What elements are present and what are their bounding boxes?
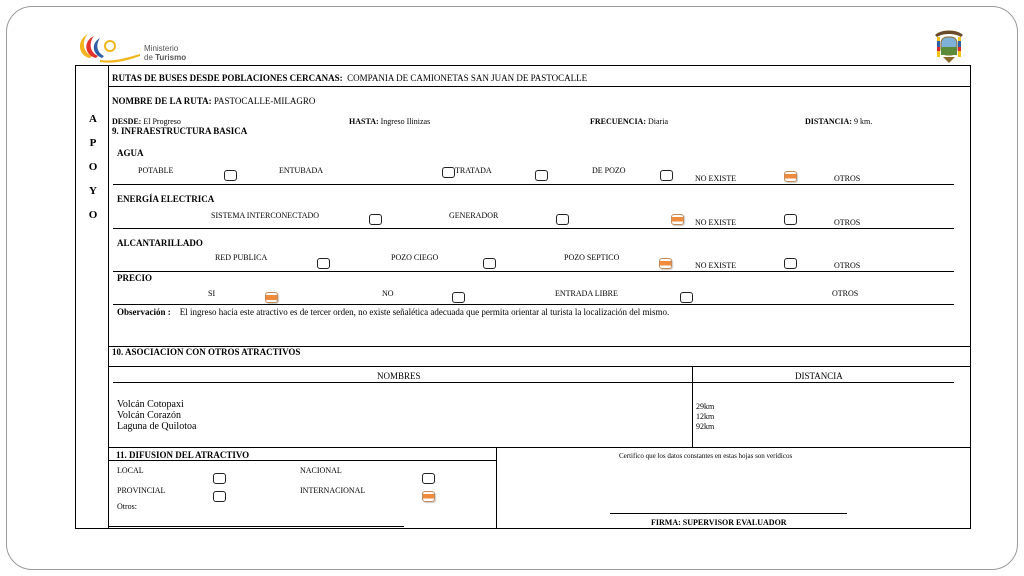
alcantarillado-pozo-septico-checkbox[interactable] [659, 258, 672, 269]
energia-generador-checkbox[interactable] [556, 214, 569, 225]
route-frecuencia [590, 117, 668, 126]
alcantarillado-red-publica-label: RED PUBLICA [215, 253, 268, 262]
difusion-provincial-checkbox[interactable] [213, 491, 226, 502]
route-name-label: NOMBRE DE LA RUTA: [112, 96, 212, 106]
energia-otros-checkbox[interactable] [784, 214, 797, 225]
route-company: COMPANIA DE CAMIONETAS SAN JUAN DE PASTOCALLE [347, 73, 588, 83]
certificacion-text: Certifico que los datos constantes en estas hojas son verídicos [619, 452, 793, 460]
difusion-local-checkbox[interactable] [213, 473, 226, 484]
agua-de-pozo-checkbox[interactable] [660, 170, 673, 181]
frecuencia-label: FRECUENCIA: [590, 117, 646, 126]
agua-entubada-checkbox[interactable] [442, 167, 455, 178]
difusion-local-label: LOCAL [117, 466, 144, 475]
route-title-label: RUTAS DE BUSES DESDE POBLACIONES CERCANAS: [112, 73, 343, 83]
precio-otros-label: OTROS [832, 289, 859, 298]
agua-potable-checkbox[interactable] [224, 170, 237, 181]
route-title [112, 73, 587, 83]
precio-title: PRECIO [117, 273, 153, 283]
difusion-nacional-label: NACIONAL [300, 466, 342, 475]
agua-tratada-label: TRATADA [455, 166, 492, 175]
agua-de-pozo-label: DE POZO [592, 166, 626, 175]
difusion-title: 11. DIFUSION DEL ATRACTIVO [116, 450, 250, 460]
precio-si-checkbox[interactable] [265, 292, 278, 303]
agua-no-existe-label: NO EXISTE [695, 174, 737, 183]
apoyo-letter: O [88, 161, 98, 173]
energia-otros-label: OTROS [834, 218, 861, 227]
asociacion-distancia: 29km [696, 402, 715, 411]
distancia-value: 9 km. [853, 117, 873, 126]
energia-generador-label: GENERADOR [449, 211, 499, 220]
asociacion-title: 10. ASOCIACION CON OTROS ATRACTIVOS [112, 347, 301, 357]
difusion-provincial-label: PROVINCIAL [117, 486, 166, 495]
desde-label: DESDE: [112, 117, 142, 126]
distancia-label: DISTANCIA: [805, 117, 852, 126]
logo-line-2-bold: Turismo [155, 53, 187, 62]
asociacion-distancia: 92km [696, 422, 715, 431]
precio-no-checkbox[interactable] [452, 292, 465, 303]
observacion [117, 307, 669, 317]
agua-no-existe-checkbox[interactable] [784, 171, 797, 182]
infraestructura-title: 9. INFRAESTRUCTURA BASICA [112, 126, 248, 136]
apoyo-letter: O [88, 209, 98, 221]
logo-line-1: Ministerio [144, 44, 179, 53]
observacion-text: El ingreso hacia este atractivo es de tercer orden, no existe señalética adecuada que permita orientar al turista la localización del mismo. [179, 307, 670, 317]
observacion-label: Observación : [117, 307, 171, 317]
difusion-nacional-checkbox[interactable] [422, 473, 435, 484]
route-name [112, 96, 315, 106]
alcantarillado-title: ALCANTARILLADO [117, 238, 203, 248]
agua-title: AGUA [117, 148, 144, 158]
ministerio-logo-mark [70, 28, 142, 64]
apoyo-letter: Y [89, 185, 97, 197]
route-distancia [805, 117, 872, 126]
alcantarillado-otros-label: OTROS [834, 261, 861, 270]
route-hasta [349, 117, 430, 126]
route-name-value: PASTOCALLE-MILAGRO [213, 96, 316, 106]
alcantarillado-pozo-ciego-label: POZO CIEGO [391, 253, 439, 262]
asociacion-nombre: Volcán Cotopaxi [117, 399, 184, 410]
logo-line-2-prefix: de [144, 53, 156, 62]
col-nombres-header: NOMBRES [377, 371, 421, 381]
alcantarillado-red-publica-checkbox[interactable] [317, 258, 330, 269]
agua-entubada-label: ENTUBADA [279, 166, 323, 175]
energia-no-existe-checkbox[interactable] [671, 214, 684, 225]
alcantarillado-otros-checkbox[interactable] [784, 258, 797, 269]
asociacion-nombre: Volcán Corazón [117, 410, 181, 421]
difusion-internacional-label: INTERNACIONAL [300, 486, 366, 495]
energia-no-existe-label: NO EXISTE [695, 218, 737, 227]
desde-value: El Progreso [143, 117, 181, 126]
col-distancia-header: DISTANCIA [795, 371, 843, 381]
firma-label: FIRMA: SUPERVISOR EVALUADOR [651, 518, 787, 527]
agua-tratada-checkbox[interactable] [535, 170, 548, 181]
precio-entrada-libre-checkbox[interactable] [680, 292, 693, 303]
ecuador-coat-of-arms-icon [931, 27, 967, 65]
alcantarillado-pozo-ciego-checkbox[interactable] [483, 258, 496, 269]
route-desde [112, 117, 181, 126]
asociacion-nombre: Laguna de Quilotoa [117, 421, 197, 432]
apoyo-letter: A [89, 113, 97, 125]
energia-interconectado-checkbox[interactable] [369, 214, 382, 225]
apoyo-letter: P [89, 137, 97, 149]
hasta-label: HASTA: [349, 117, 379, 126]
asociacion-distancia: 12km [696, 412, 715, 421]
alcantarillado-pozo-septico-label: POZO SEPTICO [564, 253, 620, 262]
difusion-otros-label: Otros: [117, 502, 137, 511]
precio-no-label: NO [382, 289, 394, 298]
energia-interconectado-label: SISTEMA INTERCONECTADO [211, 211, 320, 220]
difusion-internacional-checkbox[interactable] [422, 491, 435, 502]
precio-si-label: SI [208, 289, 216, 298]
frecuencia-value: Diaria [648, 117, 668, 126]
precio-entrada-libre-label: ENTRADA LIBRE [555, 289, 618, 298]
alcantarillado-no-existe-label: NO EXISTE [695, 261, 737, 270]
agua-potable-label: POTABLE [138, 166, 174, 175]
ministerio-logo [70, 28, 200, 68]
hasta-value: Ingreso Ilinizas [380, 117, 431, 126]
agua-otros-label: OTROS [834, 174, 861, 183]
energia-title: ENERGÍA ELECTRICA [117, 194, 215, 204]
